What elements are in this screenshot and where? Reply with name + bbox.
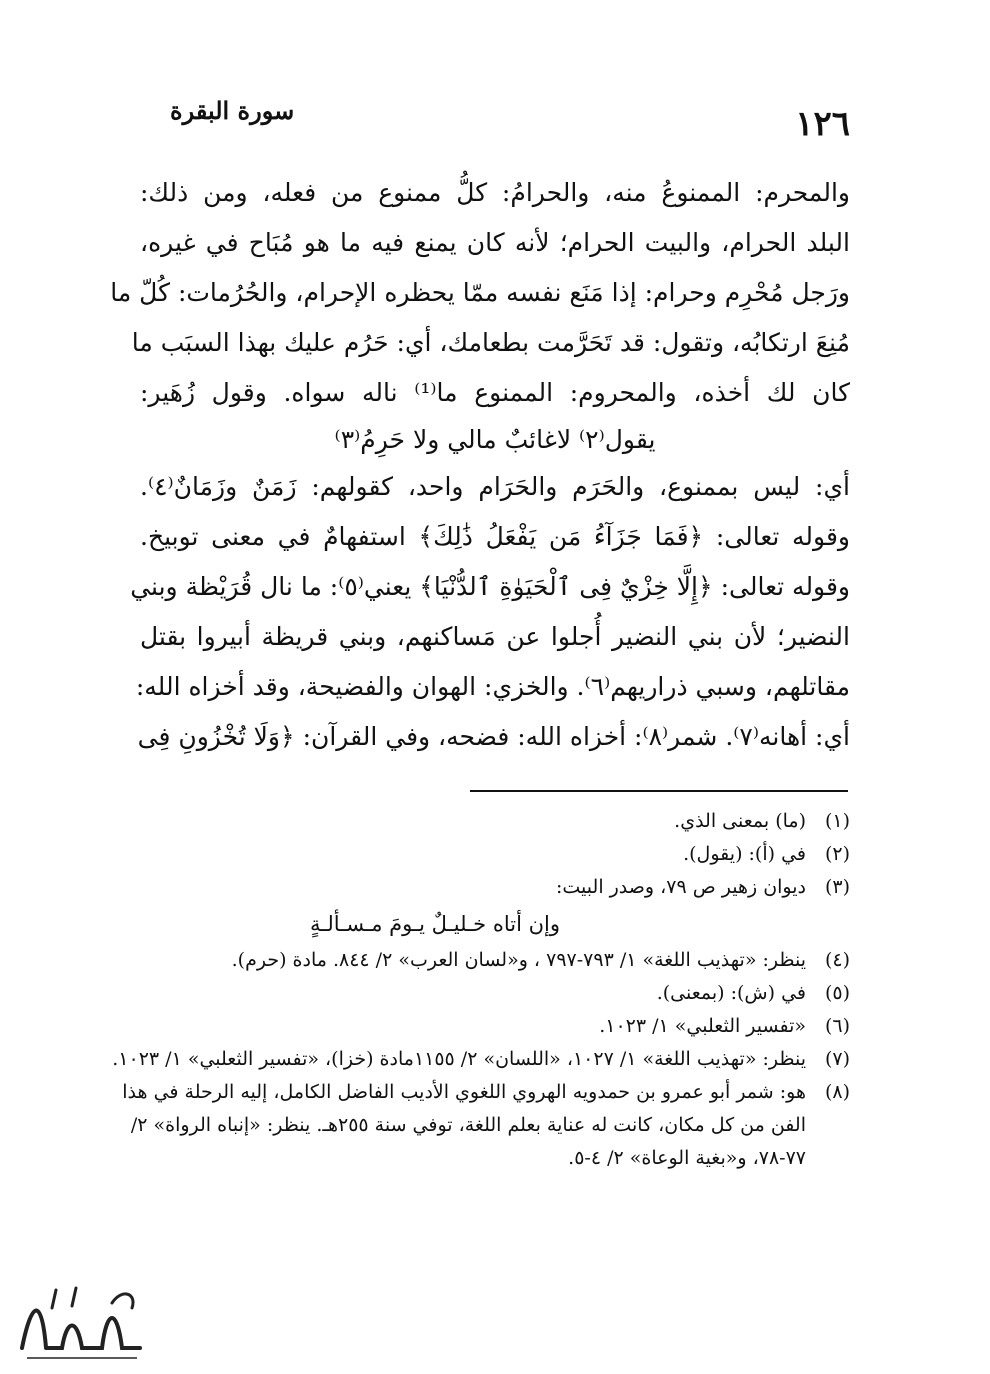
text-line-10: مقاتلهم، وسبي ذراريهم⁽٦⁾. والخزي: الهوان والفضيحة، وقد أخزاه الله: (135, 672, 850, 701)
footnote-verse: وإن أتاه خـليـلٌ يـومَ مـسـألـةٍ (309, 912, 560, 936)
text-line-6: أي: ليس بممنوع، والحَرَم والحَرَام واحد، كقولهم: زَمَنٌ وزَمَانٌ⁽٤⁾. (140, 472, 850, 501)
footnote-6 (110, 1010, 850, 1043)
footnote-text: ديوان زهير ص ٧٩، وصدر البيت: (556, 876, 806, 898)
text-line-9: النضير؛ لأن بني النضير أُجلوا عن مَساكنهم، وبني قريظة أبيروا بقتل (140, 622, 850, 651)
footnote-number: (٧) (824, 1048, 850, 1070)
footnote-text: ينظر: «تهذيب اللغة» ١/ ١٠٢٧، «اللسان» ٢/ ١١٥٥مادة (خزا)، «تفسير الثعلبي» ١/ ١٠٢٣. (112, 1048, 806, 1070)
poetry-verse: يقول⁽٢⁾ لاغائبٌ مالي ولا حَرِمُ⁽٣⁾ (334, 425, 656, 454)
footnote-number: (١) (824, 810, 850, 832)
footnote-1 (110, 805, 850, 838)
footnote-text: «تفسير الثعلبي» ١/ ١٠٢٣. (599, 1015, 806, 1037)
footnote-7 (110, 1043, 850, 1076)
footnote-8 (110, 1076, 850, 1175)
footnote-text: (ما) بمعنى الذي. (674, 810, 806, 832)
footnote-text: في (ش): (بمعنى). (656, 982, 806, 1004)
text-line-1: والمحرم: الممنوعُ منه، والحرامُ: كلُّ ممنوع من فعله، ومن ذلك: (140, 178, 850, 207)
text-line-3: ورَجل مُحْرِم وحرام: إذا مَنَع نفسه ممّا يحظره الإحرام، والحُرُمات: كُلّ ما (110, 278, 850, 307)
footnote-3 (110, 871, 850, 904)
footnote-number: (٦) (824, 1015, 850, 1037)
footnote-2 (110, 838, 850, 871)
text-line-8: وقوله تعالى: ﴿إِلَّا خِزْيٌ فِى ٱلْحَيَوٰةِ ٱلدُّنْيَا﴾ يعني⁽٥⁾: ما نال قُرَيْظة وبني (130, 572, 850, 601)
footnote-number: (٥) (824, 982, 850, 1004)
footnote-5 (110, 977, 850, 1010)
footnote-text: هو: شمر أبو عمرو بن حمدويه الهروي اللغوي الأديب الفاضل الكامل، إليه الرحلة في هذا الفن من كل مكان، كانت له عناية بعلم اللغة، توفي سنة ٢٥٥هـ. ينظر: «إنباه الرواة» ٢/ ٧٧-٧٨، و«بغية الوعاة» ٢/ ٤-٥. (122, 1081, 806, 1169)
footnote-number: (٣) (824, 876, 850, 898)
text-line-2: البلد الحرام، والبيت الحرام؛ لأنه كان يمنع فيه ما هو مُبَاح في غيره، (140, 228, 850, 257)
main-text (110, 168, 851, 762)
page-number: ١٢٦ (795, 104, 850, 144)
text-line-7: وقوله تعالى: ﴿فَمَا جَزَآءُ مَن يَفْعَلُ ذَٰلِكَ﴾ استفهامٌ في معنى توبيخ. (140, 522, 850, 551)
surah-title: سورة البقرة (170, 96, 295, 125)
page-header (120, 96, 850, 146)
footnotes (110, 805, 850, 1175)
footnote-text: ينظر: «تهذيب اللغة» ١/ ٧٩٣-٧٩٧ ، و«لسان العرب» ٢/ ٨٤٤. مادة (حرم). (231, 949, 806, 971)
text-line-4: مُنِعَ ارتكابُه، وتقول: قد تَحَرَّمت بطعامك، أي: حَرُم عليك بهذا السبَب ما (131, 328, 850, 357)
text-line-5: كان لك أخذه، والمحروم: الممنوع ما⁽¹⁾ ناله سواه. وقول زُهَير: (140, 378, 851, 407)
watermark-logo (12, 1278, 152, 1368)
text-line-11: أي: أهانه⁽٧⁾. شمر⁽٨⁾: أخزاه الله: فضحه، وفي القرآن: ﴿وَلَا تُخْزُونِ فِى (137, 722, 850, 751)
footnote-text: في (أ): (يقول). (683, 843, 806, 865)
footnote-divider (470, 790, 848, 792)
footnote-4 (110, 944, 850, 977)
footnote-number: (٨) (824, 1081, 850, 1103)
footnote-number: (٤) (824, 949, 850, 971)
footnote-number: (٢) (824, 843, 850, 865)
